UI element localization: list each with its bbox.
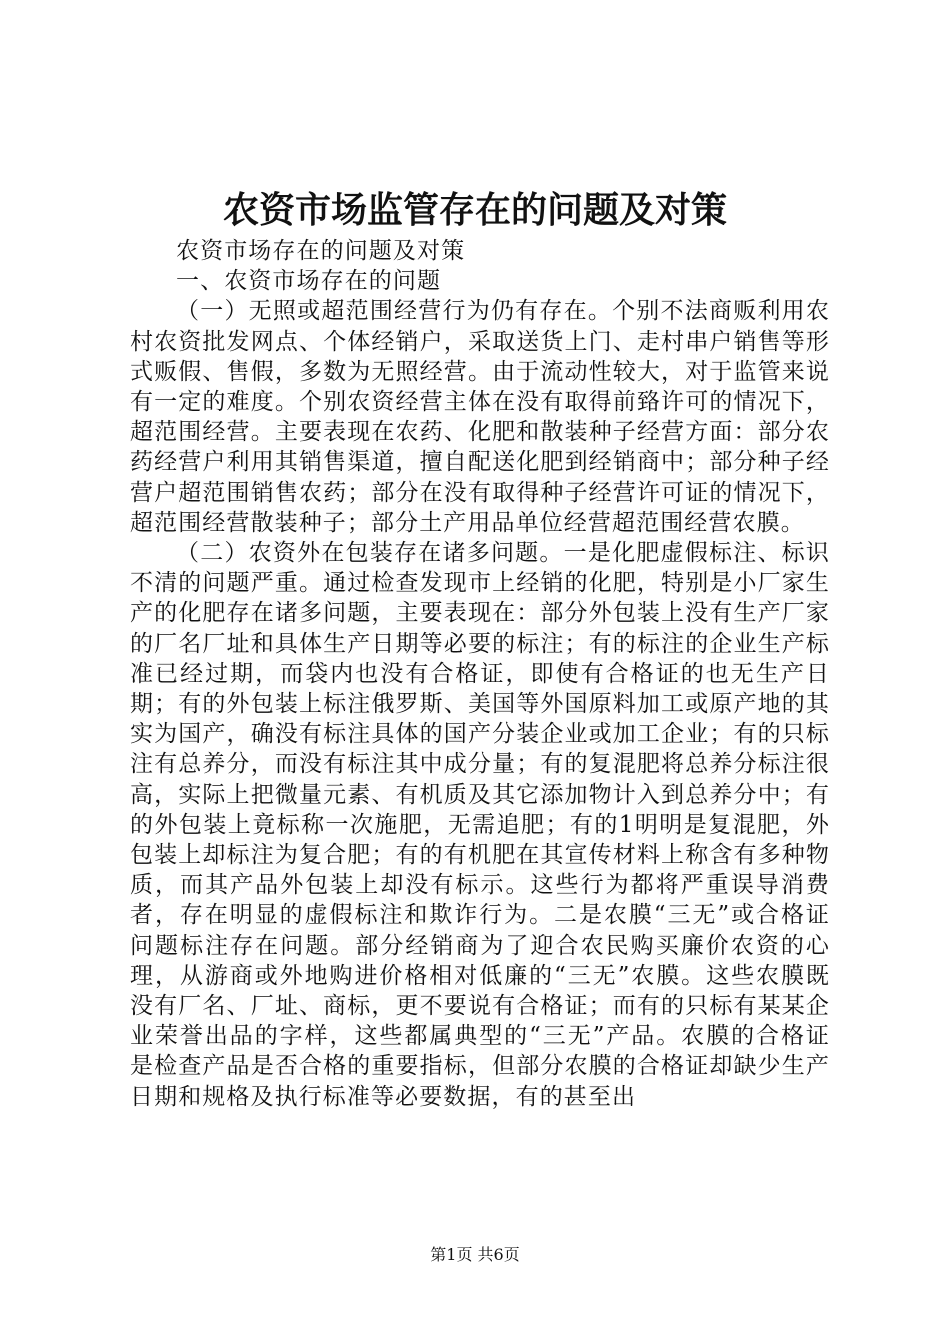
paragraph-point-2: （二）农资外在包装存在诸多问题。一是化肥虚假标注、标识不清的问题严重。通过检查发现市上经销的化肥，特别是小厂家生产的化肥存在诸多问题，主要表现在：部分外包装上没有生产厂家的厂名厂址和具体生产日期等必要的标注；有的标注的企业生产标准已经过期，而袋内也没有合格证，即使有合格证的也无生产日期；有的外包装上标注俄罗斯、美国等外国原料加工或原产地的其实为国产，确没有标注具体的国产分装企业或加工企业；有的只标注有总养分，而没有标注其中成分量；有的复混肥将总养分标注很高，实际上把微量元素、有机质及其它添加物计入到总养分中；有的外包装上竟标称一次施肥，无需追肥；有的1明明是复混肥，外包装上却标注为复合肥；有的有机肥在其宣传材料上称含有多种物质，而其产品外包装上却没有标示。这些行为都将严重误导消费者，存在明显的虚假标注和欺诈行为。二是农膜“三无”或合格证问题标注存在问题。部分经销商为了迎合农民购买廉价农资的心理，从游商或外地购进价格相对低廉的“三无”农膜。这些农膜既没有厂名、厂址、商标，更不要说有合格证；而有的只标有某某企业荣誉出品的字样，这些都属典型的“三无”产品。农膜的合格证是检查产品是否合格的重要指标，但部分农膜的合格证却缺少生产日期和规格及执行标准等必要数据，有的甚至出 — [130, 540, 830, 1110]
document-body — [130, 236, 830, 1112]
paragraph-point-1: （一）无照或超范围经营行为仍有存在。个别不法商贩利用农村农资批发网点、个体经销户，采取送货上门、走村串户销售等形式贩假、售假，多数为无照经营。由于流动性较大，对于监管来说有一定的难度。个别农资经营主体在没有取得前臵许可的情况下，超范围经营。主要表现在农药、化肥和散装种子经营方面：部分农药经营户利用其销售渠道，擅自配送化肥到经销商中；部分种子经营户超范围销售农药；部分在没有取得种子经营许可证的情况下，超范围经营散装种子；部分土产用品单位经营超范围经营农膜。 — [130, 298, 830, 536]
document-title: 农资市场监管存在的问题及对策 — [222, 189, 727, 231]
paragraph-section-heading: 一、农资市场存在的问题 — [176, 268, 442, 295]
paragraph-subtitle: 农资市场存在的问题及对策 — [176, 238, 466, 264]
page-footer: 第1页 共6页 — [430, 1245, 520, 1264]
